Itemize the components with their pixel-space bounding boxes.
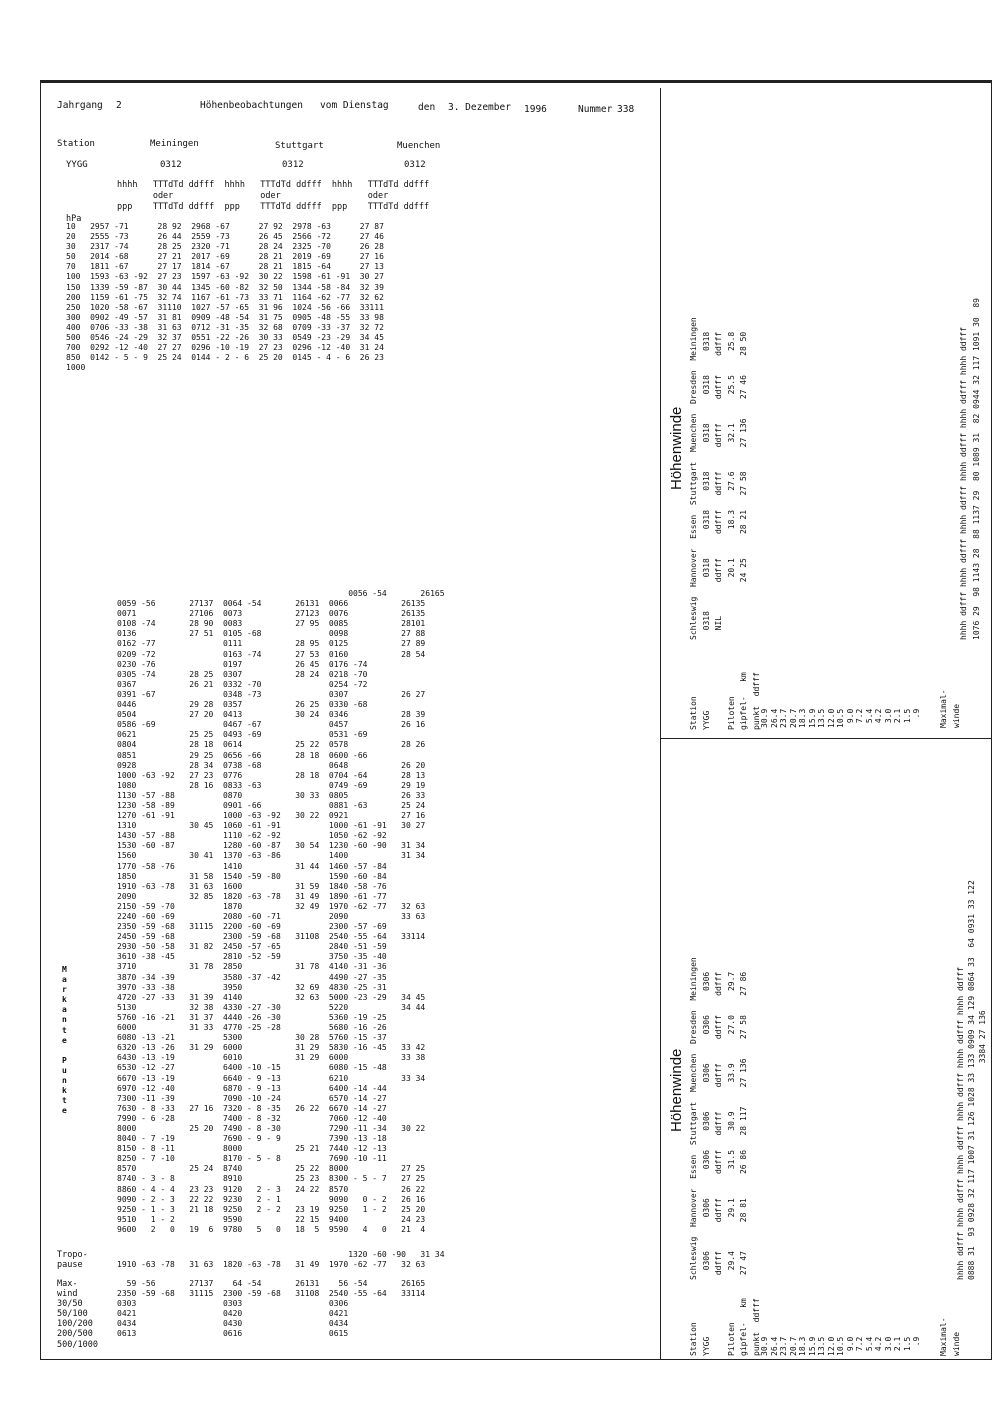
hoehenwinde-bottom-columns: Schleswig Hannover Essen Stuttgart Muenchen Dresden Meiningen 0306 0306 0306 0306 0306 0306 0306 ddfff ddfff ddfff ddfff ddfff ddfff ddfff 29.4 29.1 31.5 30.9 33.9 27.0 29.7 27 47 28 81 26 86 28 117 27 136 27 58 27 86	[689, 957, 748, 1280]
yygg-stuttgart: 0312	[282, 160, 304, 170]
hoehenwinde-top-maxwind-label: Maximal- winde	[939, 689, 961, 728]
station-meiningen: Meiningen	[150, 139, 199, 149]
hoehenwinde-bottom-footer: hhhh ddfff hhhh ddfff hhhh ddfff hhhh ddfff hhhh ddfff hhhh ddfff 0888 31 93 0928 32 117 1007 31 126 1028 33 133 0909 34 129 0864 33 64 0931 33 122 3384 27 136	[956, 880, 987, 1280]
tropopause-label: Tropo- pause	[57, 1250, 88, 1271]
tropopause-table: 1320 -60 -90 31 34 1910 -63 -78 31 63 1820 -63 -78 31 49 1970 -62 -77 32 63	[117, 1250, 445, 1270]
date: 3. Dezember	[448, 102, 511, 113]
page-title: Höhenbeobachtungen	[200, 100, 303, 111]
station-stuttgart: Stuttgart	[275, 141, 324, 151]
den-label: den	[418, 102, 436, 113]
hoehenwinde-top-footer: hhhh ddfff hhhh ddfff hhhh ddfff hhhh ddfff hhhh ddfff hhhh ddfff 1076 29 98 1143 28 88 1137 29 80 1089 31 82 0944 32 117 1091 30 89	[959, 298, 981, 640]
col-heading-line3: ppp TTTdTd ddfff ppp TTTdTd ddfff ppp TTTdTd ddfff	[117, 202, 430, 212]
hoehenwinde-bottom-maxwind-label: Maximal- winde	[939, 1317, 961, 1356]
hoehenwinde-top-columns: Schleswig Hannover Essen Stuttgart Muenchen Dresden Meiningen 0318 0318 0318 0318 0318 0318 0318 NIL ddfff ddfff ddfff ddfff ddfff ddfff 20.1 18.3 27.6 32.1 25.5 25.8 24 25 28 21 27 58 27 136 27 46 28 50	[689, 317, 748, 640]
nummer-value: 338	[617, 104, 635, 115]
station-label: Station	[57, 139, 95, 149]
weekday: vom Dienstag	[320, 100, 389, 111]
col-heading-line1: hhhh TTTdTd ddfff hhhh TTTdTd ddfff hhhh TTTdTd ddfff	[117, 180, 430, 190]
column-divider	[660, 88, 661, 1360]
hpa-label: hPa	[66, 214, 82, 224]
hoehenwinde-top-title: Höhenwinde	[668, 406, 685, 490]
standard-levels-table: 10 2957 -71 28 92 2968 -67 27 92 2978 -63 27 87 20 2555 -73 26 44 2559 -73 26 45 2566 -72 27 46 30 2317 -74 28 25 2320 -71 28 24 2325 -70 26 28 50 2014 -68 27 21 2017 -69 28 21 2019 -69 27 16 70 1811 -67 27 17 1814 -67 28 21 1815 -64 27 13 100 1593 -63 -92 27 23 1597 -63 -92 30 22 1598 -61 -91 30 27 150 1339 -59 -87 30 44 1345 -60 -82 32 50 1344 -58 -84 32 39 200 1159 -61 -75 32 74 1167 -61 -73 33 71 1164 -62 -77 32 62 250 1020 -58 -67 31110 1027 -57 -65 31 96 1024 -56 -66 33111 300 0902 -49 -57 31 81 0909 -48 -54 31 75 0905 -48 -55 33 98 400 0706 -33 -38 31 63 0712 -31 -35 32 68 0709 -33 -37 32 72 500 0546 -24 -29 32 37 0551 -22 -26 30 33 0549 -23 -29 34 45 700 0292 -12 -40 27 27 0296 -10 -19 27 23 0296 -12 -40 31 24 850 0142 - 5 - 9 25 24 0144 - 2 - 6 25 20 0145 - 4 - 6 26 23 1000	[66, 222, 384, 373]
column-headings	[117, 180, 429, 213]
jahrgang-label: Jahrgang	[57, 100, 103, 111]
yygg-label: YYGG	[66, 160, 88, 170]
markante-punkte-label: M a r k a n t e P u n k t e	[62, 965, 67, 1116]
maxwind-table: 59 -56 27137 64 -54 26131 56 -54 26165 2350 -59 -68 31115 2300 -59 -68 31108 2540 -55 -64 33114 0303 0303 0306 0421 0420 0421 0434 0430 0434 0613 0616 0615	[117, 1279, 426, 1339]
jahrgang-value: 2	[116, 100, 122, 111]
hoehenwinde-top-rows: 30.9 26.4 23.7 20.7 18.3 15.9 13.5 12.0 10.5 9.0 7.2 5.4 4.2 3.0 2.1 1.5 .9	[760, 708, 921, 728]
maxwind-label: Max- wind 30/50 50/100 100/200 200/500 500/1000	[57, 1279, 98, 1350]
year: 1996	[524, 104, 547, 115]
significant-levels-table: 0056 -54 26165 0059 -56 27137 0064 -54 26131 0066 26135 0071 27106 0073 27123 0076 26135 0108 -74 28 90 0083 27 95 0085 28101 0136 27 51 0105 -68 0098 27 88 0162 -77 0111 28 95 0125 27 89 0209 -72 0163 -74 27 53 0160 28 54 0230 -76 0197 26 45 0176 -74 0305 -74 28 25 0307 28 24 0218 -70 0367 26 21 0332 -70 0254 -72 0391 -67 0348 -73 0307 26 27 0446 29 28 0357 26 25 0330 -68 0504 27 20 0413 30 24 0346 28 39 0586 -69 0467 -67 0457 26 16 0621 25 25 0493 -69 0531 -69 0804 28 18 0614 25 22 0578 28 26 0851 29 25 0656 -66 28 18 0600 -66 0928 28 34 0738 -68 0648 26 20 1000 -63 -92 27 23 0776 28 18 0704 -64 28 13 1080 28 16 0833 -63 0749 -69 29 19 1130 -57 -88 0870 30 33 0805 26 33 1230 -58 -89 0901 -66 0881 -63 25 24 1270 -61 -91 1000 -63 -92 30 22 0921 27 16 1310 30 45 1060 -61 -91 1000 -61 -91 30 27 1430 -57 -88 1110 -62 -92 1050 -62 -92 1530 -60 -87 1280 -60 -87 30 54 1230 -60 -90 31 34 1560 30 41 1370 -63 -86 1400 31 34 1770 -58 -76 1410 31 44 1460 -57 -84 1850 31 58 1540 -59 -80 1590 -60 -84 1910 -63 -78 31 63 1600 31 59 1840 -58 -76 2090 32 85 1820 -63 -78 31 49 1890 -61 -77 2150 -59 -70 1870 32 49 1970 -62 -77 32 63 2240 -60 -69 2080 -60 -71 2090 33 63 2350 -59 -68 31115 2200 -60 -69 2300 -57 -69 2450 -59 -68 2300 -59 -68 31108 2540 -55 -64 33114 2930 -50 -58 31 82 2450 -57 -65 2840 -51 -59 3610 -38 -45 2810 -52 -59 3750 -35 -40 3710 31 78 2850 31 78 4140 -31 -36 3870 -34 -39 3580 -37 -42 4490 -27 -35 3970 -33 -38 3950 32 69 4830 -25 -31 4720 -27 -33 31 39 4140 32 63 5000 -23 -29 34 45 5130 32 38 4330 -27 -30 5220 34 44 5760 -16 -21 31 37 4440 -26 -30 5360 -19 -25 6000 31 33 4770 -25 -28 5680 -16 -26 6080 -13 -21 5300 30 28 5760 -15 -37 6320 -13 -26 31 29 6000 31 29 5830 -16 -45 33 42 6430 -13 -19 6010 31 29 6000 33 38 6530 -12 -27 6400 -10 -15 6080 -15 -48 6670 -13 -19 6640 - 9 -13 6210 33 34 6970 -12 -40 6870 - 9 -13 6400 -14 -44 7300 -11 -39 7090 -10 -24 6570 -14 -27 7630 - 8 -33 27 16 7320 - 8 -35 26 22 6670 -14 -27 7990 - 6 -28 7400 - 8 -32 7060 -12 -40 8000 25 20 7490 - 8 -30 7290 -11 -34 30 22 8040 - 7 -19 7690 - 9 - 9 7390 -13 -18 8150 - 8 -11 8000 25 21 7440 -12 -13 8250 - 7 -10 8170 - 5 - 8 7690 -10 -11 8570 25 24 8740 25 22 8000 27 25 8740 - 3 - 8 8910 25 23 8300 - 5 - 7 27 25 8860 - 4 - 4 23 23 9120 2 - 3 24 22 8570 26 22 9090 - 2 - 3 22 22 9230 2 - 1 9090 0 - 2 26 16 9250 - 1 - 3 21 18 9250 2 - 2 23 19 9250 1 - 2 25 20 9510 1 - 2 9590 22 15 9400 24 23 9600 2 0 19 6 9780 5 0 18 5 9590 4 0 21 4	[117, 589, 445, 1234]
hoehenwinde-bottom-title: Höhenwinde	[668, 1048, 685, 1132]
yygg-meiningen: 0312	[160, 160, 182, 170]
nummer-label: Nummer	[578, 104, 613, 115]
top-rule	[40, 80, 992, 83]
hoehenwinde-bottom-rows: 30.9 26.4 23.7 20.7 18.3 15.9 13.5 12.0 10.5 9.0 7.2 5.4 4.2 3.0 2.1 1.5 .9	[760, 1336, 921, 1356]
yygg-muenchen: 0312	[404, 160, 426, 170]
hoehenwinde-top-station-header: Station YYGG Piloten gipfel- km punkt ddfff	[689, 672, 761, 730]
col-heading-line2: oder oder oder	[117, 191, 389, 201]
hoehenwinde-bottom-station-header: Station YYGG Piloten gipfel- km punkt ddfff	[689, 1298, 761, 1356]
right-panel-divider	[660, 738, 992, 739]
station-muenchen: Muenchen	[397, 141, 441, 151]
